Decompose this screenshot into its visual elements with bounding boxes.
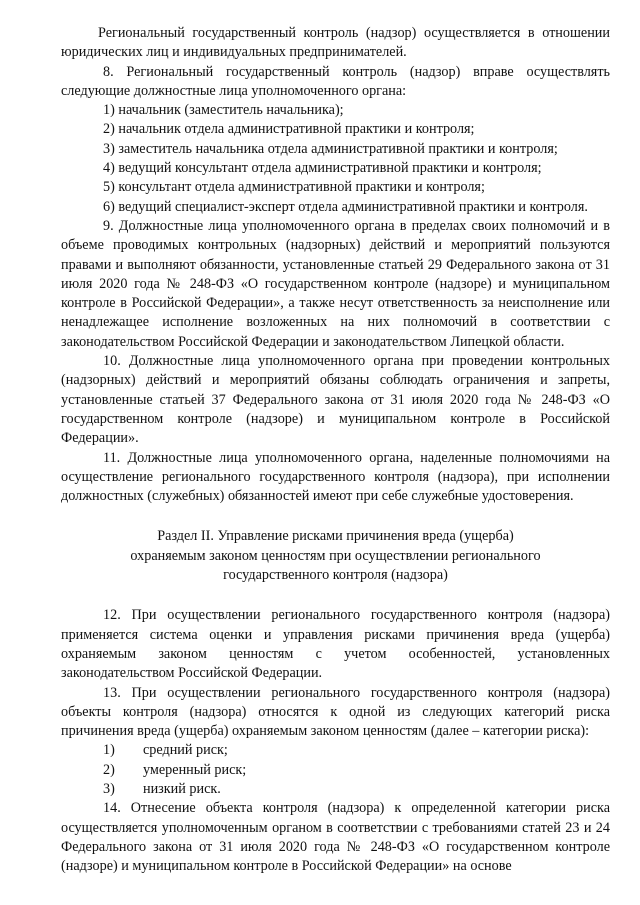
paragraph-14: 14. Отнесение объекта контроля (надзора) к определенной категории риска осуществляется уполномоченным органом в соответствии с требованиями статей 23 и 24 Федерального закона от 31 июля 2020 года № 248-ФЗ «О государственном контроле (надзоре) и муниципальном контроле в Российской Федерации» на основе: [61, 800, 610, 875]
section-heading-line: государственного контроля (надзора): [223, 567, 448, 584]
list-item: 3) заместитель начальника отдела административной практики и контроля;: [103, 140, 558, 157]
paragraph-intro: Региональный государственный контроль (надзор) осуществляется в отношении юридических лиц и индивидуальных предпринимателей.: [61, 25, 610, 61]
list-item-text: средний риск;: [143, 742, 228, 759]
list-item-number: 1): [103, 742, 115, 759]
list-item: [61, 741, 610, 760]
section-heading-line: охраняемым законом ценностям при осуществлении регионального: [130, 547, 541, 564]
list-item: 4) ведущий консультант отдела административной практики и контроля;: [103, 160, 542, 177]
paragraph-13: 13. При осуществлении регионального государственного контроля (надзора) объекты контроля (надзора) относятся к одной из следующих категорий риска причинения вреда (ущерба) охраняемым законом ценностям (далее – категории риска):: [61, 684, 610, 740]
paragraph-12: 12. При осуществлении регионального государственного контроля (надзора) применяется система оценки и управления рисками причинения вреда (ущерба) охраняемым законом ценностям с учетом особенностей, установленных законодательством Российской Федерации.: [61, 607, 610, 682]
list-item: 1) начальник (заместитель начальника);: [103, 102, 344, 119]
list-item: 6) ведущий специалист-эксперт отдела административной практики и контроля.: [103, 198, 588, 215]
paragraph-8: 8. Региональный государственный контроль (надзор) вправе осуществлять следующие должностные лица уполномоченного органа:: [61, 63, 610, 99]
paragraph-9: 9. Должностные лица уполномоченного органа в пределах своих полномочий и в объеме проводимых контрольных (надзорных) действий и мероприятий пользуются правами и выполняют обязанности, установленные статьей 29 Федерального закона от 31 июля 2020 года № 248-ФЗ «О государственном контроле (надзоре) и муниципальном контроле в Российской Федерации», а также несут ответственность за неисполнение или ненадлежащее исполнение возложенных на них полномочий в соответствии с законодательством Российской Федерации и законодательством Липецкой области.: [61, 217, 610, 350]
list-item-text: умеренный риск;: [143, 761, 247, 778]
paragraph-10: 10. Должностные лица уполномоченного органа при проведении контрольных (надзорных) действий и мероприятий обязаны соблюдать ограничения и запреты, установленные статьей 37 Федерального закона от 31 июля 2020 года № 248-ФЗ «О государственном контроле (надзоре) и муниципальном контроле в Российской Федерации».: [61, 353, 610, 447]
section-heading-line: Раздел II. Управление рисками причинения вреда (ущерба): [157, 528, 514, 545]
list-item: [61, 780, 610, 799]
list-item: 5) консультант отдела административной практики и контроля;: [103, 179, 485, 196]
list-item-number: 3): [103, 780, 115, 797]
risk-categories-list: [61, 741, 610, 799]
officials-list: [61, 101, 610, 217]
list-item: 2) начальник отдела административной практики и контроля;: [103, 121, 475, 138]
section-heading: [61, 527, 610, 585]
list-item: [61, 761, 610, 780]
paragraph-11: 11. Должностные лица уполномоченного органа, наделенные полномочиями на осуществление регионального государственного контроля (надзора), при исполнении должностных (служебных) обязанностей имеют при себе служебные удостоверения.: [61, 449, 610, 505]
list-item-number: 2): [103, 761, 115, 778]
list-item-text: низкий риск.: [143, 780, 221, 797]
